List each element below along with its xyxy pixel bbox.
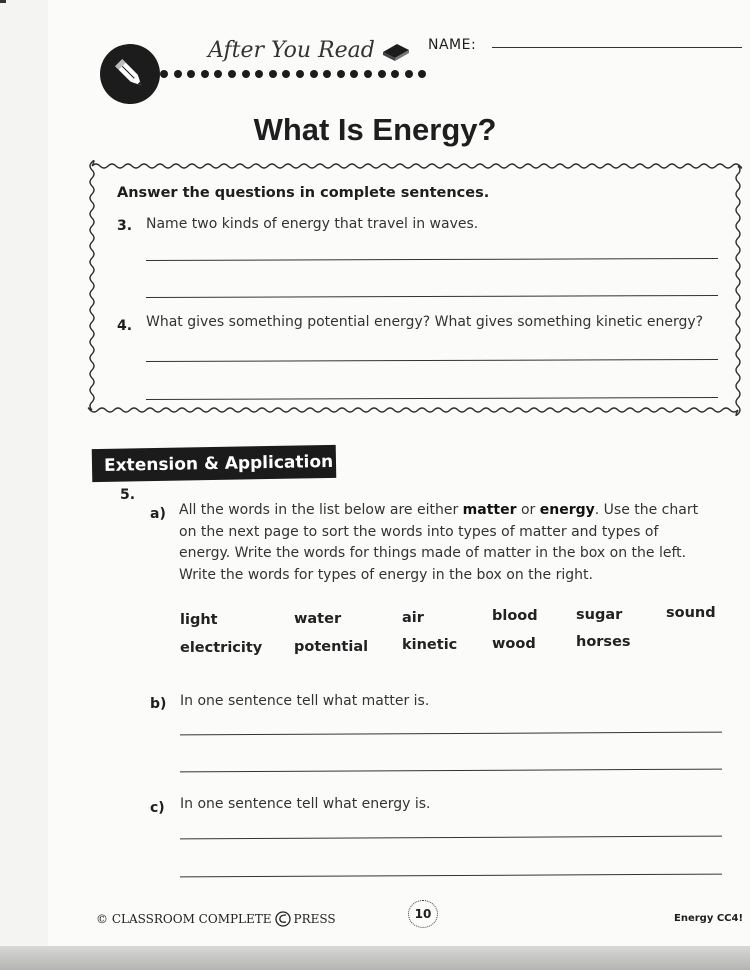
divider-dot [296,70,304,78]
part-c-label: c) [150,800,165,816]
page-title: What Is Energy? [253,112,497,147]
word-sugar: sugar [576,607,623,623]
question-4-number: 4. [117,318,133,334]
name-field[interactable] [492,47,742,48]
scan-bottom-shadow [0,946,750,970]
word-wood: wood [492,636,536,652]
after-you-read-text: After You Read [208,38,375,63]
word-electricity: electricity [180,640,263,656]
divider-dot [187,70,195,78]
question-3-number: 3. [117,218,133,234]
divider-dot [160,70,168,78]
instructions: Answer the questions in complete sentences. [117,185,490,201]
divider-dot [337,70,345,78]
part-b-label: b) [150,696,167,712]
extension-banner: Extension & Application [92,445,337,482]
word-blood: blood [492,608,538,624]
divider-dot [405,70,413,78]
part-a-label: a) [150,506,166,522]
word-sound: sound [666,605,716,621]
divider-dot [378,70,386,78]
after-you-read-heading [208,38,411,63]
word-light: light [180,612,218,628]
divider-dot [201,70,209,78]
word-water: water [294,611,342,627]
word-horses: horses [576,634,631,650]
divider-dot [255,70,263,78]
part-c-text: In one sentence tell what energy is. [180,796,431,812]
divider-dot [364,70,372,78]
word-air: air [402,610,424,626]
publisher-left-text: © CLASSROOM COMPLETE [96,912,272,926]
question-4-text: What gives something potential energy? What gives something kinetic energy? [146,314,704,330]
publisher-footer [96,910,336,928]
name-label: NAME: [428,37,477,53]
word-potential: potential [294,639,369,655]
page-number: 10 [408,900,438,928]
product-code: Energy CC4! [674,913,744,924]
divider-dot [323,70,331,78]
divider-dot [310,70,318,78]
part-b-text: In one sentence tell what matter is. [180,693,430,709]
pencil-badge-icon [100,44,160,104]
scan-edge-mark [0,0,6,3]
part-a-text: All the words in the list below are either matter or energy. Use the chart on the next page to sort the words into types of matter and types of energy. Write the words for things made of matter in the box on the left. Write the words for types of energy in the box on the right. [179,502,699,583]
divider-dot [174,70,182,78]
publisher-right-text: PRESS [293,912,336,926]
divider-dot [228,70,236,78]
divider-dot [418,70,426,78]
publisher-logo-icon [274,910,292,928]
divider-dot [269,70,277,78]
book-icon [381,40,411,62]
divider-dot [242,70,250,78]
divider-dot [391,70,399,78]
divider-dot [214,70,222,78]
word-kinetic: kinetic [402,637,458,653]
question-3-text: Name two kinds of energy that travel in waves. [146,216,479,232]
dotted-divider [160,70,426,78]
divider-dot [350,70,358,78]
divider-dot [282,70,290,78]
question-5-number: 5. [120,487,136,503]
